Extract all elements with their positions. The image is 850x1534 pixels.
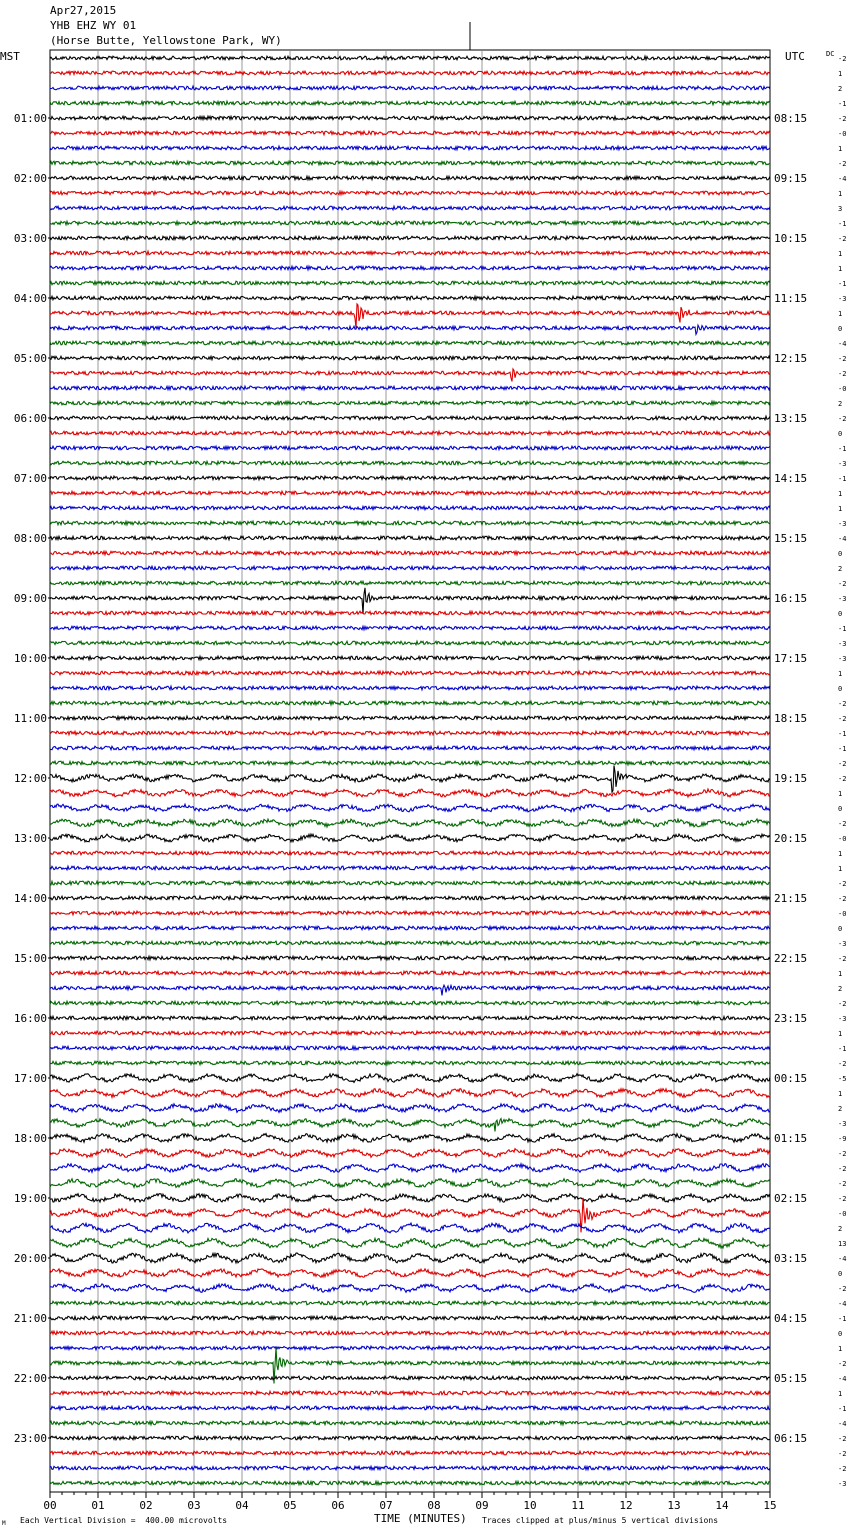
left-hour-label: 21:00	[13, 1312, 47, 1325]
dc-offset-label: 2	[838, 1225, 843, 1233]
dc-offset-label: -4	[838, 535, 847, 543]
dc-offset-label: -2	[838, 1465, 847, 1473]
dc-offset-label: 13	[838, 1240, 847, 1248]
dc-offset-label: 1	[838, 970, 843, 978]
x-tick-label: 07	[379, 1499, 393, 1512]
dc-offset-label: -2	[838, 1060, 847, 1068]
dc-offset-label: -2	[838, 1150, 847, 1158]
dc-offset-label: -2	[838, 955, 847, 963]
dc-offset-label: -4	[838, 1255, 847, 1263]
trace-line	[50, 671, 770, 675]
trace-line	[50, 971, 770, 975]
dc-offset-label: -9	[838, 1135, 847, 1143]
trace-line	[50, 506, 770, 510]
x-tick-label: 00	[43, 1499, 57, 1512]
trace-line	[50, 491, 770, 495]
x-tick-label: 14	[715, 1499, 729, 1512]
dc-offset-label: -1	[838, 445, 847, 453]
dc-offset-label: 1	[838, 865, 843, 873]
dc-offset-label: -2	[838, 880, 847, 888]
trace-line	[50, 789, 770, 797]
dc-offset-label: -2	[838, 700, 847, 708]
trace-line	[50, 1194, 770, 1202]
dc-offset-label: -3	[838, 295, 847, 303]
dc-offset-label: -1	[838, 1045, 847, 1053]
trace-line	[50, 588, 770, 614]
right-hour-label: 18:15	[774, 712, 808, 725]
left-hour-label: 02:00	[13, 172, 47, 185]
trace-line	[50, 401, 770, 405]
dc-offset-label: -3	[838, 595, 847, 603]
dc-offset-label: 1	[838, 505, 843, 513]
trace-line	[50, 804, 770, 812]
dc-offset-label: -2	[838, 1000, 847, 1008]
right-hour-label: 06:15	[774, 1432, 808, 1445]
trace-line	[50, 656, 770, 660]
dc-offset-label: 1	[838, 70, 843, 78]
trace-line	[50, 296, 770, 300]
trace-line	[50, 551, 770, 555]
right-hour-label: 09:15	[774, 172, 808, 185]
left-hour-label: 19:00	[13, 1192, 47, 1205]
trace-line	[50, 1089, 770, 1098]
left-hour-label: 06:00	[13, 412, 47, 425]
dc-offset-label: 1	[838, 145, 843, 153]
dc-offset-label: -3	[838, 940, 847, 948]
trace-line	[50, 521, 770, 525]
right-hour-label: 20:15	[774, 832, 808, 845]
dc-offset-label: -0	[838, 910, 847, 918]
dc-offset-label: -5	[838, 1075, 847, 1083]
right-hour-label: 08:15	[774, 112, 808, 125]
dc-offset-label: -0	[838, 385, 847, 393]
right-hour-label: 22:15	[774, 952, 808, 965]
trace-line	[50, 386, 770, 390]
trace-line	[50, 1164, 770, 1173]
trace-line	[50, 1016, 770, 1020]
dc-offset-label: 1	[838, 850, 843, 858]
dc-offset-label: -4	[838, 1375, 847, 1383]
x-tick-label: 02	[139, 1499, 153, 1512]
trace-line	[50, 356, 770, 360]
right-hour-label: 04:15	[774, 1312, 808, 1325]
trace-line	[50, 731, 770, 735]
dc-offset-label: -3	[838, 1015, 847, 1023]
dc-offset-label: 2	[838, 1105, 843, 1113]
trace-line	[50, 176, 770, 180]
trace-line	[50, 461, 770, 465]
trace-group	[50, 56, 770, 1485]
right-hour-label: 13:15	[774, 412, 808, 425]
right-timezone-label: UTC	[785, 50, 805, 63]
trace-line	[50, 581, 770, 585]
dc-offset-label: -2	[838, 775, 847, 783]
trace-line	[50, 131, 770, 135]
trace-line	[50, 941, 770, 945]
dc-offset-label: -2	[838, 355, 847, 363]
trace-line	[50, 101, 770, 105]
trace-line	[50, 1301, 770, 1305]
dc-offset-label: 1	[838, 190, 843, 198]
trace-line	[50, 1119, 770, 1132]
trace-line	[50, 1376, 770, 1380]
dc-offset-label: -1	[838, 475, 847, 483]
dc-offset-label: 1	[838, 310, 843, 318]
trace-line	[50, 1406, 770, 1410]
right-hour-label: 12:15	[774, 352, 808, 365]
trace-line	[50, 1149, 770, 1158]
dc-offset-label: 1	[838, 1030, 843, 1038]
trace-line	[50, 1421, 770, 1425]
dc-offset-label: -1	[838, 280, 847, 288]
x-tick-label: 04	[235, 1499, 249, 1512]
right-hour-label: 21:15	[774, 892, 808, 905]
dc-offset-label: -1	[838, 100, 847, 108]
dc-offset-label: 2	[838, 565, 843, 573]
dc-offset-label: -2	[838, 580, 847, 588]
dc-offset-label: -3	[838, 640, 847, 648]
trace-line	[50, 746, 770, 750]
left-hour-label: 03:00	[13, 232, 47, 245]
right-hour-label: 17:15	[774, 652, 808, 665]
x-axis-title: TIME (MINUTES)	[374, 1512, 467, 1525]
left-hour-label: 13:00	[13, 832, 47, 845]
dc-offset-label: -2	[838, 1165, 847, 1173]
dc-offset-label: 1	[838, 265, 843, 273]
dc-offset-label: 0	[838, 1330, 843, 1338]
trace-line	[50, 1223, 770, 1233]
trace-line	[50, 446, 770, 450]
dc-offset-label: -2	[838, 415, 847, 423]
trace-line	[50, 766, 770, 793]
trace-line	[50, 1031, 770, 1035]
trace-line	[50, 1061, 770, 1065]
trace-line	[50, 1466, 770, 1470]
dc-offset-label: -4	[838, 340, 847, 348]
x-tick-label: 11	[571, 1499, 585, 1512]
right-hour-label: 03:15	[774, 1252, 808, 1265]
left-hour-label: 08:00	[13, 532, 47, 545]
x-tick-label: 12	[619, 1499, 633, 1512]
dc-offset-label: -3	[838, 655, 847, 663]
trace-line	[50, 1104, 770, 1113]
trace-line	[50, 191, 770, 195]
x-tick-label: 15	[763, 1499, 777, 1512]
dc-offset-label: -1	[838, 220, 847, 228]
dc-offset-label: -2	[838, 160, 847, 168]
trace-line	[50, 716, 770, 720]
trace-line	[50, 431, 770, 435]
trace-line	[50, 116, 770, 120]
trace-line	[50, 1391, 770, 1395]
x-tick-label: 05	[283, 1499, 297, 1512]
right-hour-label: 14:15	[774, 472, 808, 485]
left-hour-label: 04:00	[13, 292, 47, 305]
dc-offset-label: -2	[838, 895, 847, 903]
footer-scale-note: Each Vertical Division = 400.00 microvolts	[20, 1516, 228, 1525]
trace-line	[50, 761, 770, 765]
right-hour-label: 00:15	[774, 1072, 808, 1085]
trace-line	[50, 281, 770, 285]
trace-line	[50, 416, 770, 420]
left-hour-label: 17:00	[13, 1072, 47, 1085]
trace-line	[50, 701, 770, 705]
dc-offset-label: -0	[838, 1210, 847, 1218]
trace-line	[50, 866, 770, 870]
trace-line	[50, 851, 770, 855]
dc-offset-label: 0	[838, 1270, 843, 1278]
trace-line	[50, 686, 770, 690]
trace-line	[50, 476, 770, 480]
trace-line	[50, 206, 770, 210]
dc-offset-label: 2	[838, 985, 843, 993]
header-location: (Horse Butte, Yellowstone Park, WY)	[50, 34, 282, 47]
dc-offset-label: -3	[838, 520, 847, 528]
trace-line	[50, 641, 770, 645]
dc-offset-label: -2	[838, 1285, 847, 1293]
label-group	[14, 55, 847, 1512]
trace-line	[50, 221, 770, 225]
header-station: YHB EHZ WY 01	[50, 19, 137, 32]
trace-line	[50, 926, 770, 930]
x-tick-label: 06	[331, 1499, 345, 1512]
trace-line	[50, 834, 770, 842]
trace-line	[50, 1331, 770, 1335]
dc-offset-label: -2	[838, 1360, 847, 1368]
x-tick-label: 01	[91, 1499, 105, 1512]
dc-offset-label: 3	[838, 205, 843, 213]
dc-offset-label: 0	[838, 325, 843, 333]
dc-offset-label: -4	[838, 175, 847, 183]
trace-line	[50, 611, 770, 615]
left-hour-label: 09:00	[13, 592, 47, 605]
trace-line	[50, 71, 770, 75]
trace-line	[50, 266, 770, 270]
dc-offset-label: -1	[838, 625, 847, 633]
dc-offset-label: -4	[838, 1300, 847, 1308]
trace-line	[50, 1238, 770, 1248]
dc-offset-label: -2	[838, 715, 847, 723]
left-hour-label: 14:00	[13, 892, 47, 905]
dc-offset-label: -2	[838, 1450, 847, 1458]
dc-offset-label: 0	[838, 685, 843, 693]
trace-line	[50, 1046, 770, 1050]
x-tick-label: 08	[427, 1499, 441, 1512]
trace-line	[50, 1316, 770, 1320]
left-hour-label: 12:00	[13, 772, 47, 785]
dc-label: DC	[826, 50, 835, 58]
x-tick-label: 09	[475, 1499, 489, 1512]
left-hour-label: 22:00	[13, 1372, 47, 1385]
footer-clip-note: Traces clipped at plus/minus 5 vertical divisions	[482, 1516, 719, 1525]
x-tick-label: 03	[187, 1499, 201, 1512]
trace-line	[50, 86, 770, 90]
trace-line	[50, 536, 770, 540]
dc-offset-label: -2	[838, 370, 847, 378]
right-hour-label: 10:15	[774, 232, 808, 245]
right-hour-label: 05:15	[774, 1372, 808, 1385]
trace-line	[50, 369, 770, 382]
left-hour-label: 15:00	[13, 952, 47, 965]
dc-offset-label: -2	[838, 1195, 847, 1203]
dc-offset-label: -4	[838, 1420, 847, 1428]
right-hour-label: 02:15	[774, 1192, 808, 1205]
left-hour-label: 23:00	[13, 1432, 47, 1445]
right-hour-label: 16:15	[774, 592, 808, 605]
dc-offset-label: 1	[838, 250, 843, 258]
x-tick-label: 13	[667, 1499, 681, 1512]
left-hour-label: 18:00	[13, 1132, 47, 1145]
trace-line	[50, 1481, 770, 1485]
trace-line	[50, 1074, 770, 1083]
trace-line	[50, 881, 770, 885]
right-hour-label: 23:15	[774, 1012, 808, 1025]
trace-line	[50, 304, 770, 328]
trace-line	[50, 626, 770, 630]
trace-line	[50, 251, 770, 255]
right-hour-label: 19:15	[774, 772, 808, 785]
dc-offset-label: 1	[838, 1345, 843, 1353]
trace-line	[50, 161, 770, 165]
dc-offset-label: 1	[838, 790, 843, 798]
trace-line	[50, 911, 770, 915]
dc-offset-label: 2	[838, 400, 843, 408]
right-hour-label: 11:15	[774, 292, 808, 305]
trace-line	[50, 1451, 770, 1455]
dc-offset-label: 1	[838, 1090, 843, 1098]
dc-offset-label: 1	[838, 670, 843, 678]
trace-line	[50, 956, 770, 960]
x-tick-label: 10	[523, 1499, 537, 1512]
dc-offset-label: -1	[838, 745, 847, 753]
trace-line	[50, 896, 770, 900]
trace-line	[50, 566, 770, 570]
dc-offset-label: -0	[838, 835, 847, 843]
trace-line	[50, 325, 770, 334]
dc-offset-label: -2	[838, 1435, 847, 1443]
dc-offset-label: -2	[838, 820, 847, 828]
dc-offset-label: 0	[838, 805, 843, 813]
dc-offset-label: -1	[838, 1315, 847, 1323]
header-date: Apr27,2015	[50, 4, 117, 17]
trace-line	[50, 236, 770, 240]
trace-line	[50, 1179, 770, 1188]
trace-line	[50, 1436, 770, 1440]
dc-offset-label: 1	[838, 490, 843, 498]
trace-line	[50, 985, 770, 995]
trace-line	[50, 1346, 770, 1350]
dc-offset-label: 2	[838, 85, 843, 93]
left-hour-label: 07:00	[13, 472, 47, 485]
right-hour-label: 01:15	[774, 1132, 808, 1145]
dc-offset-label: 1	[838, 1390, 843, 1398]
left-hour-label: 20:00	[13, 1252, 47, 1265]
right-hour-label: 15:15	[774, 532, 808, 545]
dc-offset-label: -2	[838, 1180, 847, 1188]
dc-offset-label: 0	[838, 925, 843, 933]
footer-corner-mark: M	[2, 1520, 6, 1527]
dc-offset-label: 0	[838, 610, 843, 618]
dc-offset-label: -1	[838, 1405, 847, 1413]
dc-offset-label: -1	[838, 730, 847, 738]
trace-line	[50, 1284, 770, 1293]
trace-line	[50, 1253, 770, 1263]
dc-offset-label: -3	[838, 1120, 847, 1128]
trace-line	[50, 819, 770, 827]
left-hour-label: 05:00	[13, 352, 47, 365]
left-hour-label: 10:00	[13, 652, 47, 665]
left-hour-label: 11:00	[13, 712, 47, 725]
left-hour-label: 16:00	[13, 1012, 47, 1025]
trace-line	[50, 56, 770, 60]
dc-offset-label: -3	[838, 1480, 847, 1488]
trace-line	[50, 1001, 770, 1005]
dc-offset-label: 0	[838, 550, 843, 558]
dc-offset-label: -2	[838, 760, 847, 768]
trace-line	[50, 1269, 770, 1278]
left-hour-label: 01:00	[13, 112, 47, 125]
dc-offset-label: -2	[838, 235, 847, 243]
dc-offset-label: -2	[838, 55, 847, 63]
dc-offset-label: -3	[838, 460, 847, 468]
trace-line	[50, 1134, 770, 1143]
dc-offset-label: -0	[838, 130, 847, 138]
trace-line	[50, 146, 770, 150]
left-timezone-label: MST	[0, 50, 20, 63]
dc-offset-label: -2	[838, 115, 847, 123]
dc-offset-label: 0	[838, 430, 843, 438]
trace-line	[50, 341, 770, 345]
